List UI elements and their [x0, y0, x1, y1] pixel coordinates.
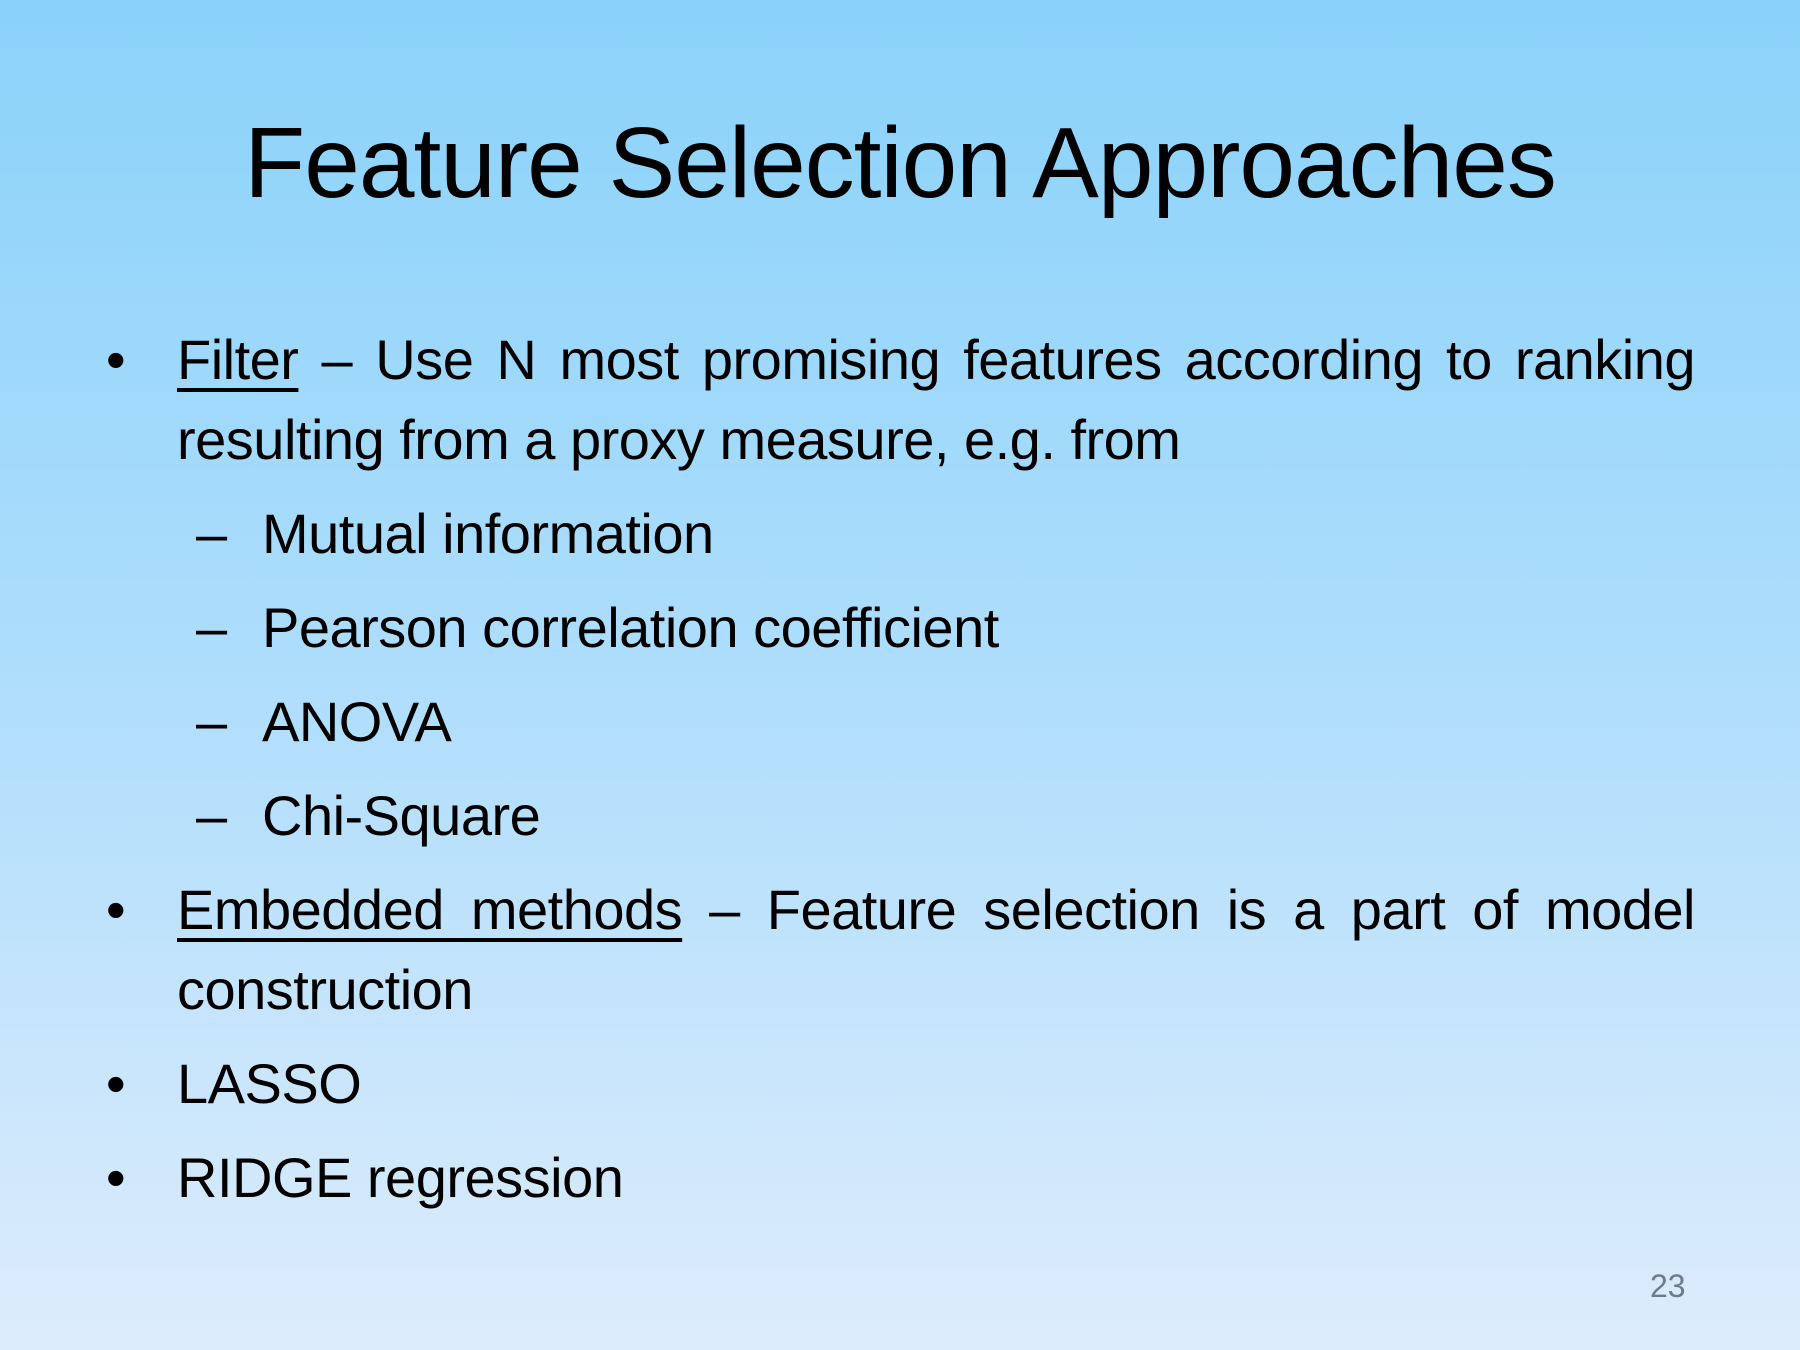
bullet-text: Pearson correlation coefficient	[262, 596, 999, 659]
dash-marker: –	[196, 596, 227, 659]
bullet-marker: •	[106, 1146, 126, 1209]
bullet-list	[0, 320, 1695, 1232]
underlined-term: Embedded methods	[177, 878, 683, 941]
bullet-text: Mutual information	[262, 502, 714, 565]
bullet-item	[0, 320, 1695, 480]
bullet-item	[0, 870, 1695, 1030]
dash-marker: –	[196, 784, 227, 847]
bullet-text: Filter – Use N most promising features according to ranking resulting from a proxy measure, e.g. from	[177, 328, 1695, 471]
sub-bullet-item	[0, 494, 1695, 574]
bullet-text: LASSO	[177, 1052, 362, 1115]
bullet-item	[0, 1138, 1695, 1218]
sub-bullet-item	[0, 776, 1695, 856]
sub-bullet-item	[0, 588, 1695, 668]
bullet-text: Chi-Square	[262, 784, 541, 847]
bullet-item	[0, 1044, 1695, 1124]
dash-marker: –	[196, 690, 227, 753]
underlined-term: Filter	[177, 328, 299, 391]
page-number: 23	[1650, 1268, 1686, 1304]
bullet-text: Embedded methods – Feature selection is a part of model construction	[177, 878, 1695, 1021]
sub-bullet-item	[0, 682, 1695, 762]
bullet-marker: •	[106, 328, 126, 391]
bullet-text: RIDGE regression	[177, 1146, 624, 1209]
slide-title: Feature Selection Approaches	[244, 107, 1556, 219]
dash-marker: –	[196, 502, 227, 565]
bullet-marker: •	[106, 878, 126, 941]
bullet-marker: •	[106, 1052, 126, 1115]
bullet-text: ANOVA	[262, 690, 452, 753]
